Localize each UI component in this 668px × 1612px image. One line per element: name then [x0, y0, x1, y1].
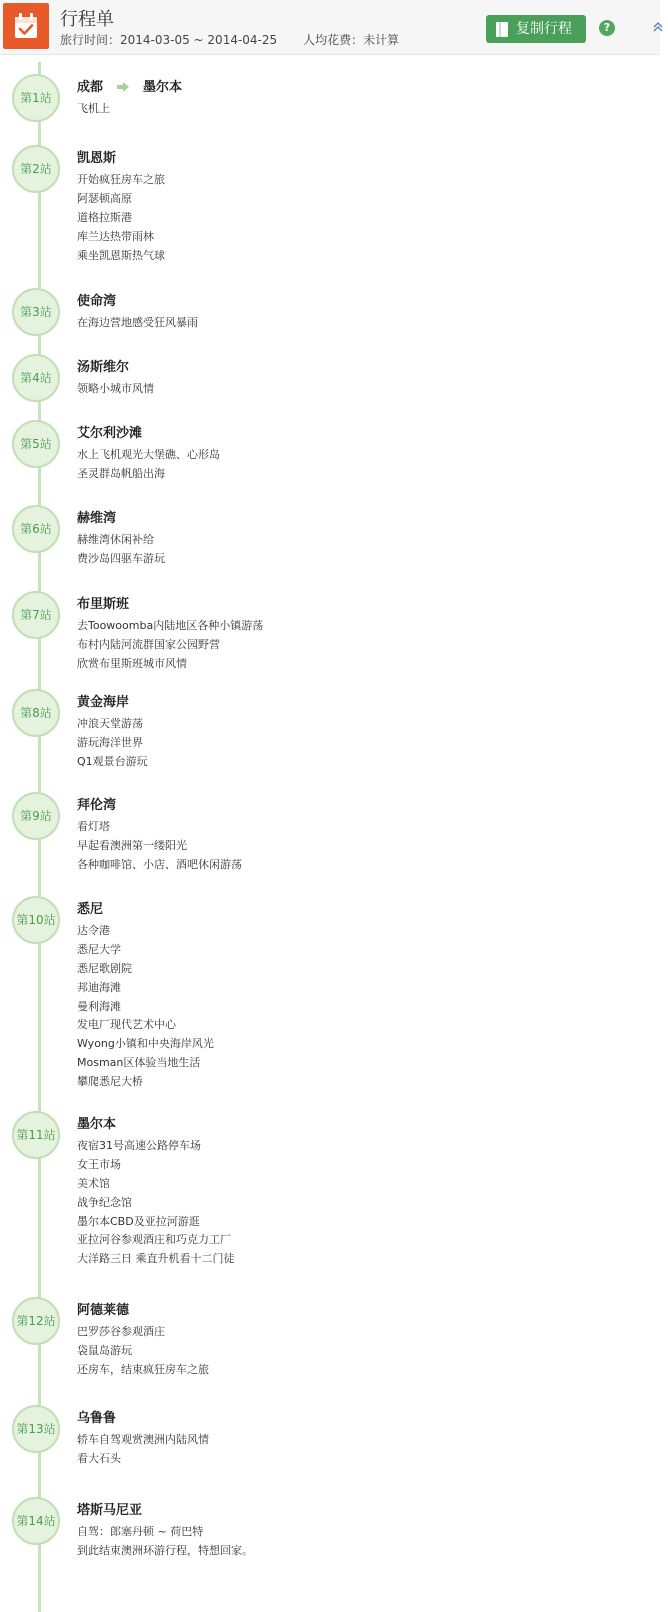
collapse-up-icon[interactable]	[653, 21, 663, 33]
travel-time: 旅行时间：2014-03-05 ~ 2014-04-25	[60, 33, 278, 47]
activity-item: 各种咖啡馆、小店、酒吧休闲游荡	[77, 857, 242, 871]
station-title: 悉尼	[77, 902, 104, 917]
activity-list	[77, 818, 242, 875]
activity-item: 早起看澳洲第一缕阳光	[77, 838, 187, 852]
activity-list	[77, 1137, 235, 1269]
activity-item: 自驾：郎塞丹顿 ~ 荷巴特	[77, 1525, 204, 1538]
activity-item: 发电厂现代艺术中心	[77, 1018, 176, 1032]
activity-item: 悉尼大学	[77, 942, 121, 956]
activity-item: 赫维湾休闲补给	[77, 533, 154, 546]
activity-item: 到此结束澳洲环游行程，特想回家。	[77, 1543, 253, 1557]
activity-item: 欣赏布里斯班城市风情	[77, 656, 187, 670]
help-icon[interactable]: ?	[599, 20, 615, 36]
activity-item: 圣灵群岛帆船出海	[77, 466, 165, 480]
activity-item: 墨尔本CBD及亚拉河游逛	[77, 1214, 200, 1228]
station-badge: 第13站	[12, 1405, 60, 1453]
station-title: 使命湾	[77, 294, 117, 309]
activity-list	[77, 100, 110, 119]
activity-item: Mosman区体验当地生活	[77, 1056, 201, 1070]
activity-item: 费沙岛四驱车游玩	[77, 551, 165, 565]
activity-list	[77, 922, 214, 1092]
activity-item: 布村内陆河流群国家公园野营	[77, 637, 220, 651]
station-badge: 第11站	[12, 1111, 60, 1159]
per-person-cost: 人均花费：未计算	[303, 33, 400, 47]
activity-item: Wyong小镇和中央海岸风光	[77, 1037, 214, 1051]
activity-list	[77, 314, 198, 333]
station-badge: 第7站	[12, 591, 60, 639]
activity-list	[77, 715, 148, 772]
station-title: 艾尔利沙滩	[77, 426, 143, 441]
activity-list	[77, 446, 220, 484]
activity-item: 轿车自驾观赏澳洲内陆风情	[77, 1433, 209, 1446]
station-title: 墨尔本	[77, 1117, 117, 1132]
station-badge: 第1站	[12, 74, 60, 122]
activity-item: 领略小城市风情	[77, 382, 154, 395]
activity-item: 飞机上	[77, 102, 110, 115]
activity-item: 悉尼歌剧院	[77, 961, 132, 975]
activity-item: 女王市场	[77, 1157, 121, 1171]
activity-list	[77, 1431, 209, 1469]
activity-item: 看大石头	[77, 1451, 121, 1465]
activity-item: 冲浪天堂游荡	[77, 717, 143, 730]
itinerary-meta	[60, 31, 399, 48]
activity-item: 开始疯狂房车之旅	[77, 173, 165, 186]
station-title: 塔斯马尼亚	[77, 1503, 143, 1518]
activity-item: 攀爬悉尼大桥	[77, 1075, 143, 1089]
activity-list	[77, 1523, 253, 1561]
activity-list	[77, 171, 165, 265]
activity-item: 乘坐凯恩斯热气球	[77, 248, 165, 262]
activity-item: 达令港	[77, 924, 110, 937]
activity-item: 水上飞机观光大堡礁、心形岛	[77, 448, 220, 461]
station-badge: 第10站	[12, 896, 60, 944]
station-badge: 第12站	[12, 1297, 60, 1345]
station-badge: 第14站	[12, 1497, 60, 1545]
activity-item: 阿瑟顿高原	[77, 191, 132, 205]
station-title: 汤斯维尔	[77, 360, 130, 375]
station-badge: 第6站	[12, 505, 60, 553]
station-badge: 第3站	[12, 288, 60, 336]
route-arrow-icon	[117, 81, 129, 96]
activity-item: 去Toowoomba内陆地区各种小镇游荡	[77, 619, 264, 632]
route-destination: 墨尔本	[143, 80, 183, 95]
station-title: 乌鲁鲁	[77, 1411, 117, 1426]
copy-itinerary-button[interactable]	[486, 15, 586, 43]
station-title	[77, 76, 182, 96]
activity-list	[77, 1323, 209, 1380]
activity-item: 邦迪海滩	[77, 980, 121, 994]
activity-item: 库兰达热带雨林	[77, 229, 154, 243]
station-badge: 第2站	[12, 145, 60, 193]
activity-item: 游玩海洋世界	[77, 735, 143, 749]
station-badge: 第8站	[12, 689, 60, 737]
station-title: 拜伦湾	[77, 798, 117, 813]
route-origin: 成都	[77, 80, 104, 95]
copy-icon	[496, 22, 508, 37]
activity-item: 战争纪念馆	[77, 1195, 132, 1209]
activity-item: 看灯塔	[77, 820, 110, 833]
activity-item: 袋鼠岛游玩	[77, 1343, 132, 1357]
activity-item: 道格拉斯港	[77, 210, 132, 224]
station-title: 布里斯班	[77, 597, 130, 612]
station-title: 赫维湾	[77, 511, 117, 526]
activity-item: 亚拉河谷参观酒庄和巧克力工厂	[77, 1233, 231, 1247]
activity-item: 夜宿31号高速公路停车场	[77, 1139, 201, 1152]
activity-item: 在海边营地感受狂风暴雨	[77, 316, 198, 329]
page-title: 行程单	[60, 9, 114, 30]
activity-item: 大洋路三日 乘直升机看十二门徒	[77, 1252, 235, 1266]
activity-item: 曼利海滩	[77, 999, 121, 1013]
station-title: 凯恩斯	[77, 151, 117, 166]
station-title: 黄金海岸	[77, 695, 130, 710]
activity-item: Q1观景台游玩	[77, 754, 148, 768]
station-title: 阿德莱德	[77, 1303, 130, 1318]
station-badge: 第9站	[12, 792, 60, 840]
station-badge: 第5站	[12, 420, 60, 468]
calendar-icon	[3, 3, 49, 49]
itinerary-header	[0, 0, 660, 55]
activity-list	[77, 617, 263, 674]
activity-item: 巴罗莎谷参观酒庄	[77, 1325, 165, 1338]
activity-item: 美术馆	[77, 1176, 110, 1190]
activity-list	[77, 531, 165, 569]
station-badge: 第4站	[12, 354, 60, 402]
activity-item: 还房车，结束疯狂房车之旅	[77, 1362, 209, 1376]
activity-list	[77, 380, 154, 399]
copy-itinerary-label: 复制行程	[516, 21, 572, 37]
